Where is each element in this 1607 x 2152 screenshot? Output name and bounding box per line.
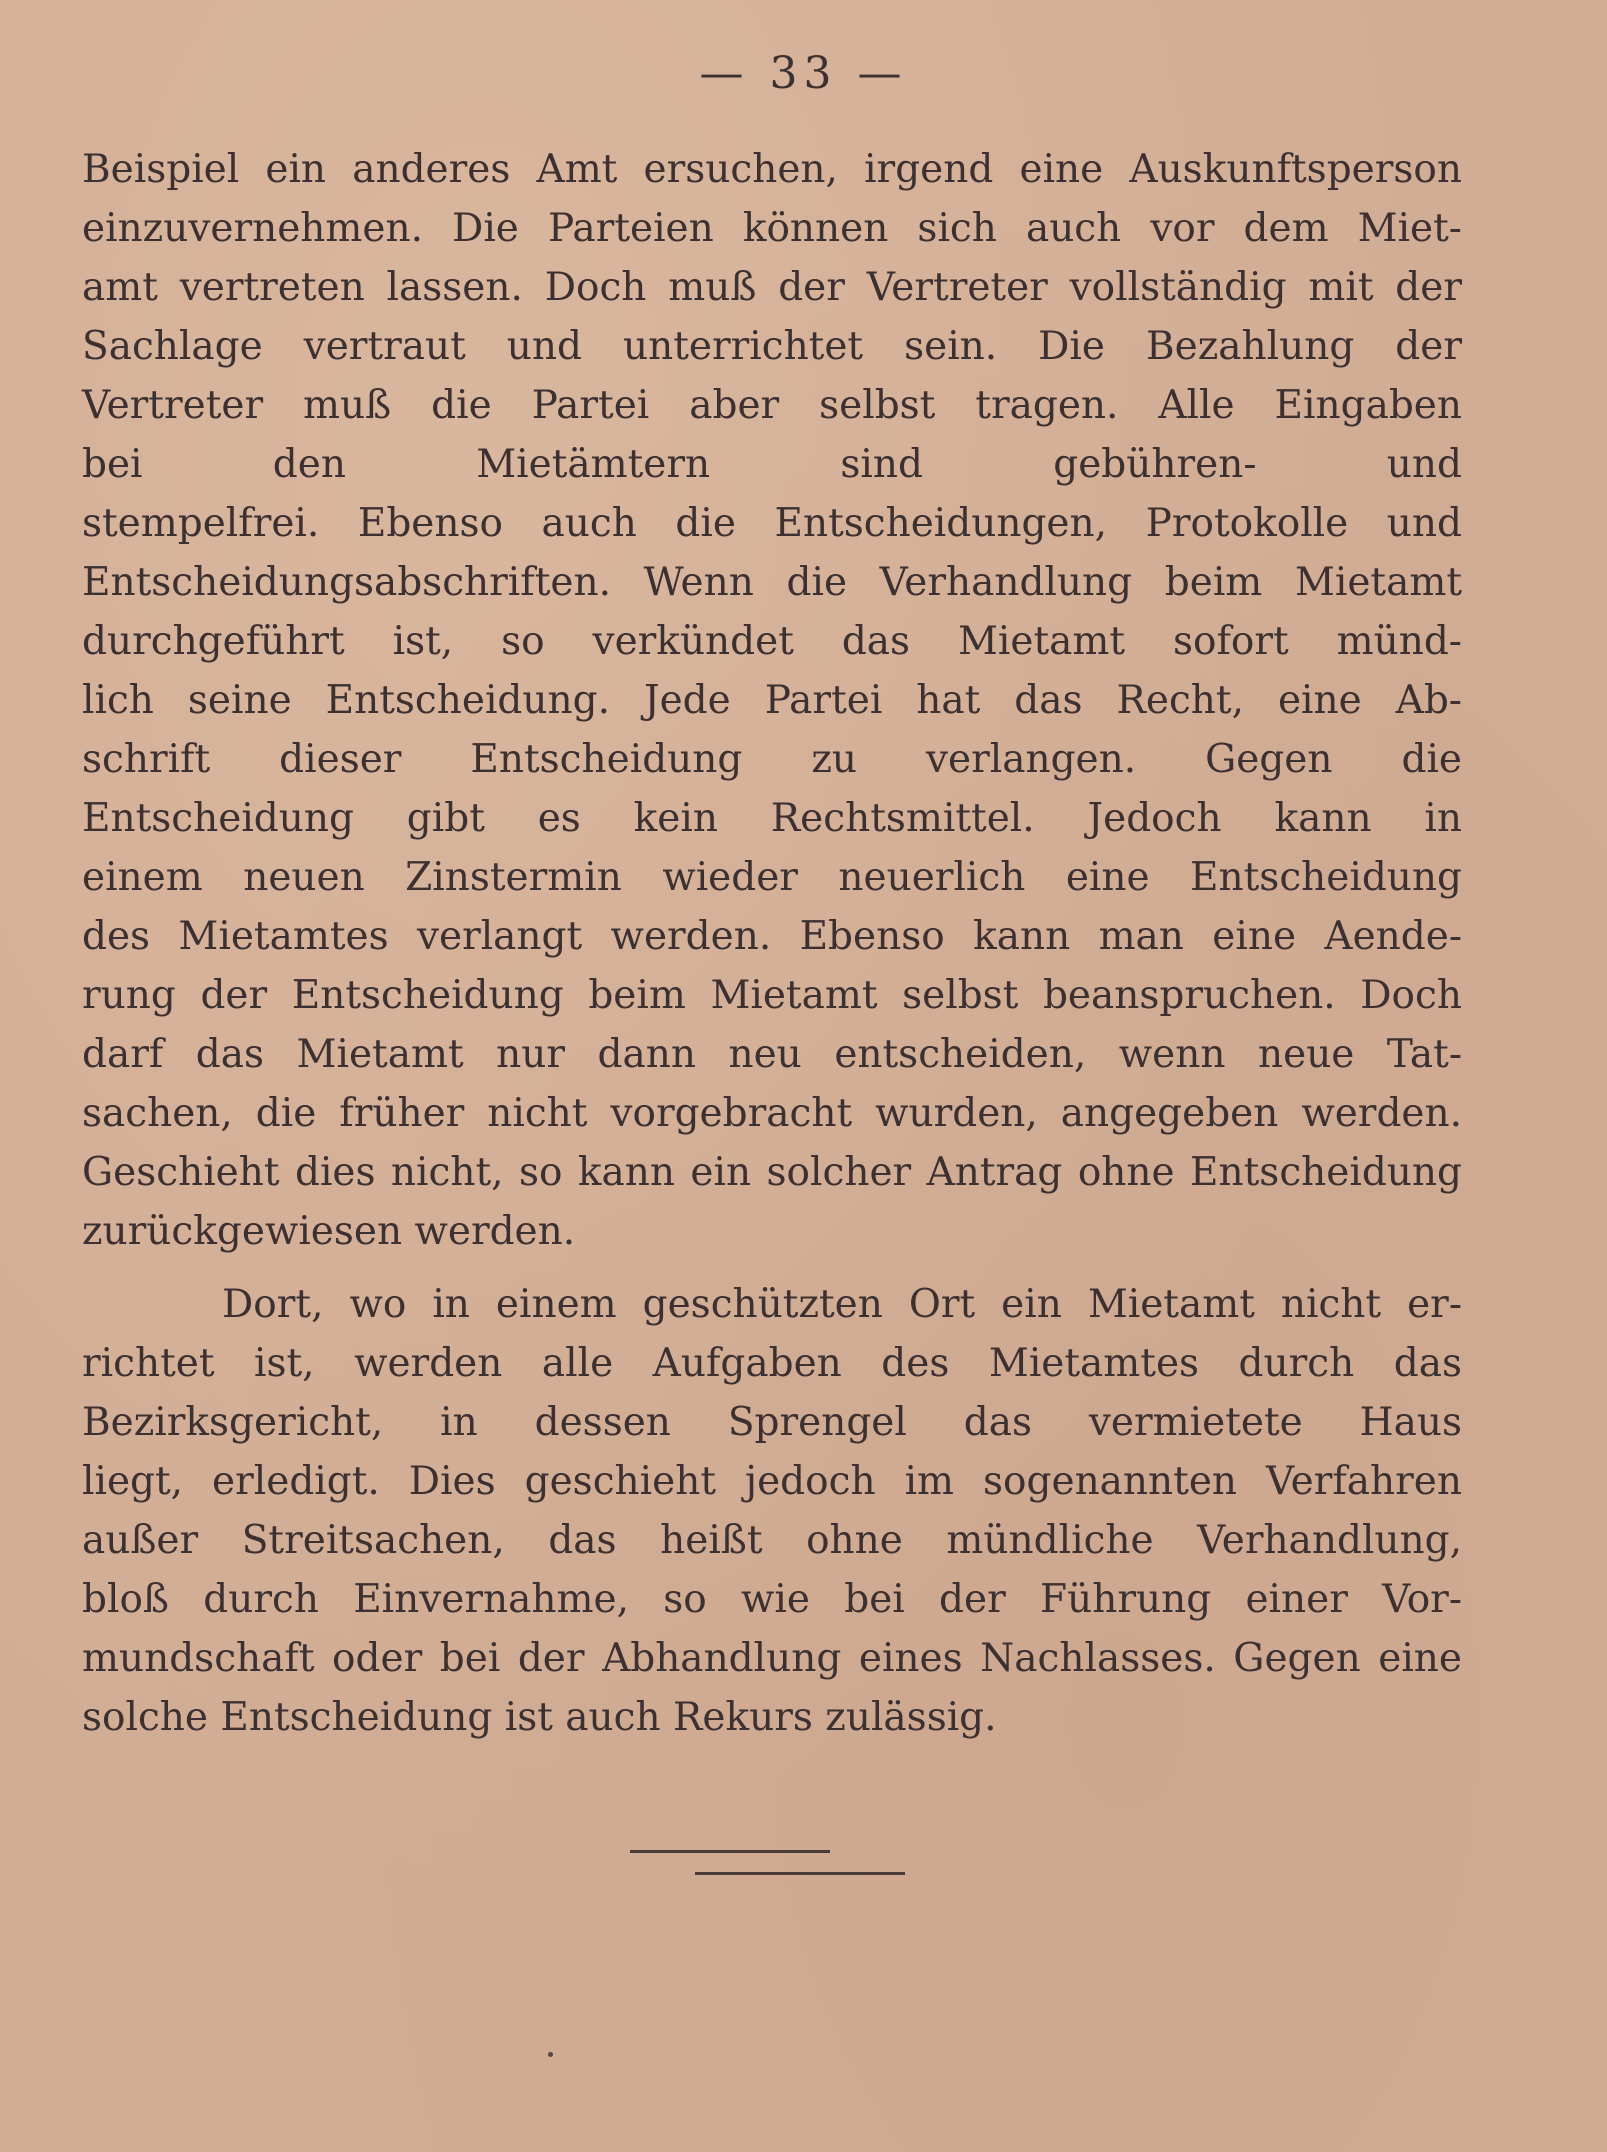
text-line: bloß durch Einvernahme, so wie bei der Führung einer Vor- (82, 1577, 1462, 1622)
text-line: Dort, wo in einem geschützten Ort ein Mietamt nicht er- (222, 1282, 1462, 1327)
divider-rule-bottom (695, 1872, 905, 1875)
text-line: rung der Entscheidung beim Mietamt selbst beanspruchen. Doch (82, 973, 1462, 1018)
body-text (82, 140, 1462, 1747)
text-line: darf das Mietamt nur dann neu entscheiden, wenn neue Tat- (82, 1032, 1462, 1077)
text-line: sachen, die früher nicht vorgebracht wurden, angegeben werden. (82, 1091, 1462, 1136)
text-line: Sachlage vertraut und unterrichtet sein. Die Bezahlung der (82, 324, 1462, 369)
text-line: Beispiel ein anderes Amt ersuchen, irgend eine Auskunftsperson (82, 147, 1462, 192)
text-line: Entscheidung gibt es kein Rechtsmittel. Jedoch kann in (82, 796, 1462, 841)
text-line: lich seine Entscheidung. Jede Partei hat das Recht, eine Ab- (82, 678, 1462, 723)
text-line: liegt, erledigt. Dies geschieht jedoch im sogenannten Verfahren (82, 1459, 1462, 1504)
text-line: zurückgewiesen werden. (82, 1209, 576, 1254)
text-line: mundschaft oder bei der Abhandlung eines Nachlasses. Gegen eine (82, 1636, 1462, 1681)
text-line: schrift dieser Entscheidung zu verlangen. Gegen die (82, 737, 1462, 782)
text-line: stempelfrei. Ebenso auch die Entscheidungen, Protokolle und (82, 501, 1462, 546)
text-line: amt vertreten lassen. Doch muß der Vertreter vollständig mit der (82, 265, 1462, 310)
text-line: Entscheidungsabschriften. Wenn die Verhandlung beim Mietamt (82, 560, 1462, 605)
text-line: richtet ist, werden alle Aufgaben des Mietamtes durch das (82, 1341, 1462, 1386)
paragraph-1 (82, 140, 1462, 1261)
text-line: einzuvernehmen. Die Parteien können sich auch vor dem Miet- (82, 206, 1462, 251)
text-line: solche Entscheidung ist auch Rekurs zulässig. (82, 1695, 997, 1740)
paragraph-2 (82, 1275, 1462, 1747)
page-number: — 33 — (699, 48, 908, 99)
text-line: einem neuen Zinstermin wieder neuerlich eine Entscheidung (82, 855, 1462, 900)
paragraph-gap (82, 1261, 1462, 1275)
ink-speck (548, 2052, 553, 2057)
text-line: bei den Mietämtern sind gebühren- und (82, 442, 1462, 487)
text-line: Vertreter muß die Partei aber selbst tragen. Alle Eingaben (82, 383, 1462, 428)
divider-rule-top (630, 1850, 830, 1853)
text-line: des Mietamtes verlangt werden. Ebenso kann man eine Aende- (82, 914, 1462, 959)
text-line: Geschieht dies nicht, so kann ein solcher Antrag ohne Entscheidung (82, 1150, 1462, 1195)
text-line: außer Streitsachen, das heißt ohne mündliche Verhandlung, (82, 1518, 1462, 1563)
text-line: durchgeführt ist, so verkündet das Mietamt sofort münd- (82, 619, 1462, 664)
text-line: Bezirksgericht, in dessen Sprengel das vermietete Haus (82, 1400, 1462, 1445)
